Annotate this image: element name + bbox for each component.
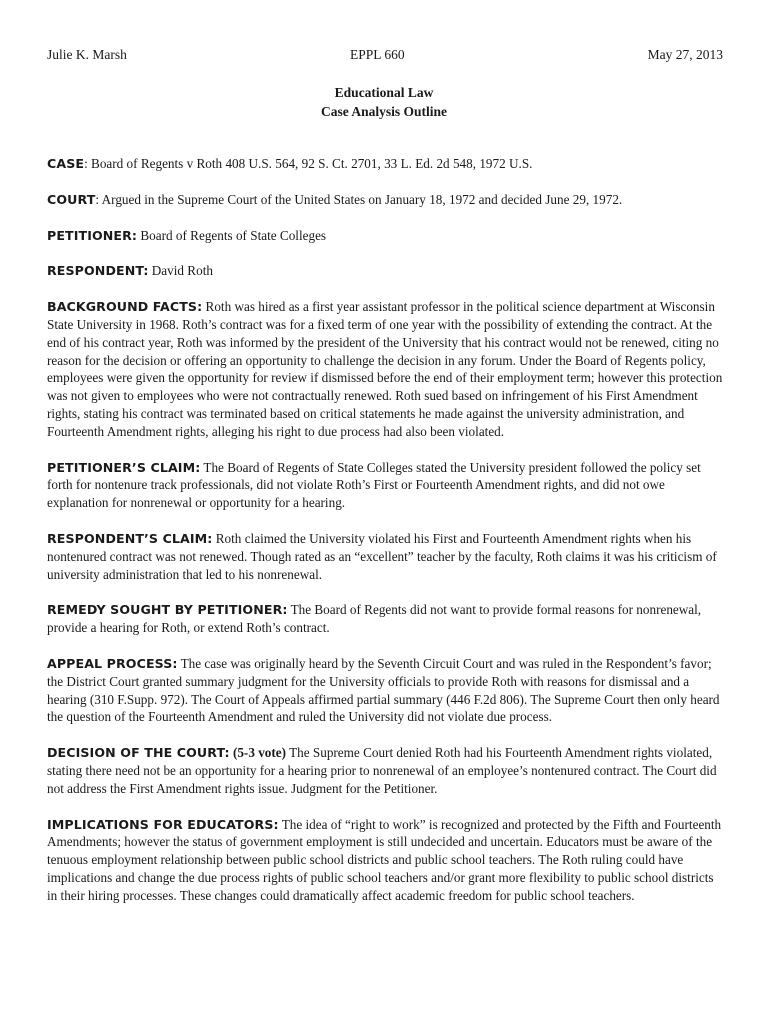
petitioner-claim-text: The Board of Regents of State Colleges stated the University president followed the policy set forth for nontenure track professionals, did not violate Roth’s First or Fourteenth Amendment rights, and did not owe explanation for nonrenewal or opportunity for a hearing. — [47, 459, 701, 511]
section-court — [47, 191, 725, 209]
section-implications — [47, 816, 725, 905]
section-respondent-claim — [47, 530, 725, 583]
implications-text: The idea of “right to work” is recognized and protected by the Fifth and Fourteenth Amendments; however the status of government employment is still undecided and uncertain. Educators must be aware of the tenuous employment relationship between public school districts and public school teachers. The Roth ruling could have implications and change the due process rights of public school teachers and/or grant more flexibility to public school districts in their hiring processes. These changes could dramatically affect academic freedom for public school teachers. — [47, 816, 722, 903]
section-petitioner — [47, 227, 725, 245]
background-text: Roth was hired as a first year assistant professor in the political science department at Wisconsin State University in 1968. Roth’s contract was for a fixed term of one year with the possibility of extending the contract. At the end of his contract year, Roth was informed by the president of the University that his contract would not be renewed, citing no reason for the decision or offering an opportunity to challenge the decision in any forum. Under the Board of Regents policy, employees were given the opportunity for review if dismissed before the end of their employment term; however this protection was not given to employees who were not contractually renewed. Roth sued based on infringement of his First Amendment rights, stating his contract was terminated based on critical statements he made against the university administration, and Fourteenth Amendment rights, alleging his right to due process had also been violated. — [47, 299, 723, 439]
decision-text: The Supreme Court denied Roth had his Fourteenth Amendment rights violated, stating there need not be an opportunity for a hearing prior to nonrenewal of an employee’s nontenured contract. The Court did not address the First Amendment rights issue. Judgment for the Petitioner. — [47, 745, 717, 796]
petitioner-label: PETITIONER: — [47, 227, 138, 243]
title-line-1: Educational Law — [334, 85, 434, 100]
decision-label: DECISION OF THE COURT: — [47, 745, 230, 761]
respondent-claim-label: RESPONDENT’S CLAIM: — [47, 530, 213, 546]
appeal-text: The case was originally heard by the Seventh Circuit Court and was ruled in the Respondent’s favor; the District Court granted summary judgment for the University officials to provide Roth with reasons for dismissal and a hearing (310 F.Supp. 972). The Court of Appeals affirmed partial summary (446 F.2d 806). The Supreme Court then only heard the question of the Fourteenth Amendment and ruled the University did not violate due process. — [47, 655, 720, 725]
appeal-label: APPEAL PROCESS: — [47, 655, 178, 671]
section-appeal-process — [47, 655, 725, 726]
background-label: BACKGROUND FACTS: — [47, 299, 203, 315]
petitioner-claim-label: PETITIONER’S CLAIM: — [47, 459, 201, 475]
course-code: EPPL 660 — [350, 47, 405, 62]
petitioner-text: Board of Regents of State Colleges — [137, 227, 327, 243]
implications-label: IMPLICATIONS FOR EDUCATORS: — [47, 816, 279, 832]
section-background-facts — [47, 298, 725, 440]
decision-vote: (5-3 vote) — [229, 745, 287, 761]
respondent-text: David Roth — [148, 263, 213, 279]
document-header — [47, 47, 723, 65]
remedy-label: REMEDY SOUGHT BY PETITIONER: — [47, 602, 288, 618]
section-case — [47, 155, 725, 173]
case-text: : Board of Regents v Roth 408 U.S. 564, 92 S. Ct. 2701, 33 L. Ed. 2d 548, 1972 U.S. — [84, 156, 533, 171]
court-label: COURT — [47, 191, 96, 207]
section-respondent — [47, 262, 725, 280]
section-decision — [47, 744, 725, 797]
respondent-claim-text: Roth claimed the University violated his First and Fourteenth Amendment rights when his nontenured contract was not renewed. Though rated as an “excellent” teacher by the faculty, Roth claims it was his criticism of university administration that led to his nonrenewal. — [47, 530, 717, 582]
court-text: : Argued in the Supreme Court of the United States on January 18, 1972 and decided June 29, 1972. — [95, 191, 623, 207]
document-body — [47, 155, 725, 923]
case-label: CASE — [47, 156, 85, 171]
author-name: Julie K. Marsh — [47, 47, 127, 62]
remedy-text: The Board of Regents did not want to provide formal reasons for nonrenewal, provide a hearing for Roth, or extend Roth’s contract. — [47, 602, 702, 636]
section-remedy-sought — [47, 601, 725, 637]
section-petitioner-claim — [47, 459, 725, 512]
document-date: May 27, 2013 — [647, 47, 723, 62]
respondent-label: RESPONDENT: — [47, 263, 149, 279]
document-title — [0, 83, 768, 121]
title-line-2: Case Analysis Outline — [320, 104, 448, 119]
